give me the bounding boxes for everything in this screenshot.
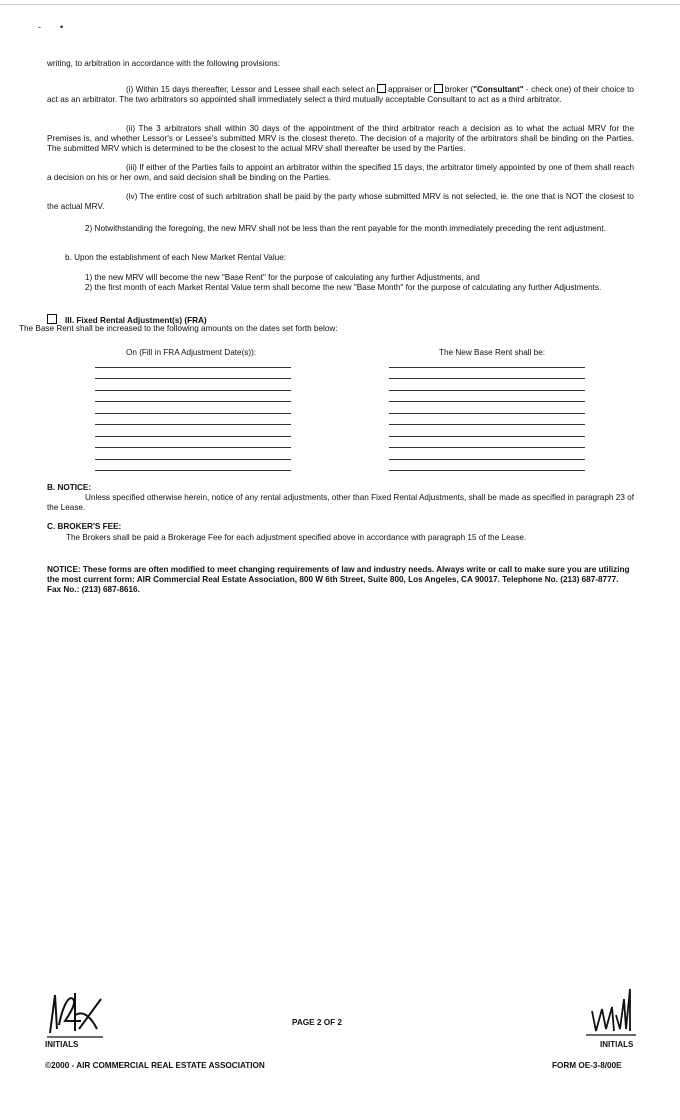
initials-right-label: INITIALS [600, 1040, 634, 1049]
fra-date-line[interactable] [95, 367, 291, 368]
fra-date-line[interactable] [95, 470, 291, 471]
fra-rent-line[interactable] [389, 367, 585, 368]
top-rule [0, 4, 680, 5]
signature-left [45, 985, 105, 1041]
fra-date-line[interactable] [95, 459, 291, 460]
provision-iii: (iii) If either of the Parties fails to appoint an arbitrator within the specified 15 days, the arbitrator timely appointed by one of them shall reach a decision on his or her own, and said decision shall be binding on the Parties. [47, 163, 634, 182]
fra-checkbox[interactable] [47, 314, 57, 324]
copyright: ©2000 - AIR COMMERCIAL REAL ESTATE ASSOCIATION [45, 1061, 265, 1070]
fra-rent-line[interactable] [389, 413, 585, 414]
page-number: PAGE 2 OF 2 [292, 1018, 342, 1027]
intro-line: writing, to arbitration in accordance with the following provisions: [47, 59, 281, 68]
provision-iv: (iv) The entire cost of such arbitration shall be paid by the party whose submitted MRV is not selected, ie. the one that is NOT the closest to the actual MRV. [47, 192, 634, 211]
fra-date-line[interactable] [95, 401, 291, 402]
item-2: 2) Notwithstanding the foregoing, the new MRV shall not be less than the rent payable for the month immediately preceding the rent adjustment. [85, 224, 606, 233]
brokers-fee-heading: C. BROKER'S FEE: [47, 522, 122, 531]
fra-date-line[interactable] [95, 378, 291, 379]
fra-rent-line[interactable] [389, 390, 585, 391]
fra-rent-column-header: The New Base Rent shall be: [439, 348, 546, 357]
fra-rent-line[interactable] [389, 424, 585, 425]
item-b-2: 2) the first month of each Market Rental Value term shall become the new "Base Month" for the purpose of calculating any further Adjustments. [85, 283, 602, 292]
initials-left-label: INITIALS [45, 1040, 79, 1049]
provision-i: (i) Within 15 days thereafter, Lessor and Lessee shall each select an appraiser or broker ("Consultant" - check one) of their choice to act as an arbitrator. The two arbitrators so appointed shall immediately select a third mutually acceptable Consultant to act as a third arbitrator. [47, 85, 634, 104]
fra-rent-line[interactable] [389, 470, 585, 471]
fra-date-line[interactable] [95, 424, 291, 425]
fra-rent-line[interactable] [389, 447, 585, 448]
brokers-fee-text: The Brokers shall be paid a Brokerage Fee for each adjustment specified above in accordance with paragraph 15 of the Lease. [66, 533, 527, 542]
fra-date-line[interactable] [95, 436, 291, 437]
forms-notice: NOTICE: These forms are often modified to meet changing requirements of law and industry needs. Always write or call to make sure you are utilizing the most current form: AIR Commercial Real Estate Association, 800 W 6th Street, Suite 800, Los Angeles, CA 90017. Telephone No. (213) 687-8777. Fax No.: (213) 687-8616. [47, 565, 630, 594]
provision-ii: (ii) The 3 arbitrators shall within 30 days of the appointment of the third arbitrator reach a decision as to what the actual MRV for the Premises is, and whether Lessor's or Lessee's submitted MRV is the closest thereto. The decision of a majority of the arbitrators shall be binding on the Parties. The submitted MRV which is determined to be the closest to the actual MRV shall thereafter be used by the Parties. [47, 124, 634, 153]
stray-mark: - [38, 22, 41, 32]
broker-checkbox[interactable] [434, 84, 443, 93]
fra-rent-line[interactable] [389, 436, 585, 437]
item-b-1: 1) the new MRV will become the new "Base Rent" for the purpose of calculating any further Adjustments, and [85, 273, 480, 282]
fra-date-column-header: On (Fill in FRA Adjustment Date(s)): [126, 348, 257, 357]
signature-right [586, 985, 636, 1041]
fra-rent-line[interactable] [389, 401, 585, 402]
fra-date-line[interactable] [95, 413, 291, 414]
item-b: b. Upon the establishment of each New Market Rental Value: [65, 253, 287, 262]
notice-text: Unless specified otherwise herein, notice of any rental adjustments, other than Fixed Rental Adjustments, shall be made as specified in paragraph 23 of the Lease. [47, 493, 634, 512]
fra-date-line[interactable] [95, 447, 291, 448]
appraiser-checkbox[interactable] [377, 84, 386, 93]
stray-mark: • [60, 22, 64, 32]
fra-heading: III. Fixed Rental Adjustment(s) (FRA) [47, 314, 634, 326]
fra-text: The Base Rent shall be increased to the following amounts on the dates set forth below: [19, 324, 338, 333]
fra-rent-line[interactable] [389, 459, 585, 460]
form-number: FORM OE-3-8/00E [552, 1061, 622, 1070]
notice-heading: B. NOTICE: [47, 483, 92, 492]
fra-rent-line[interactable] [389, 378, 585, 379]
fra-date-line[interactable] [95, 390, 291, 391]
